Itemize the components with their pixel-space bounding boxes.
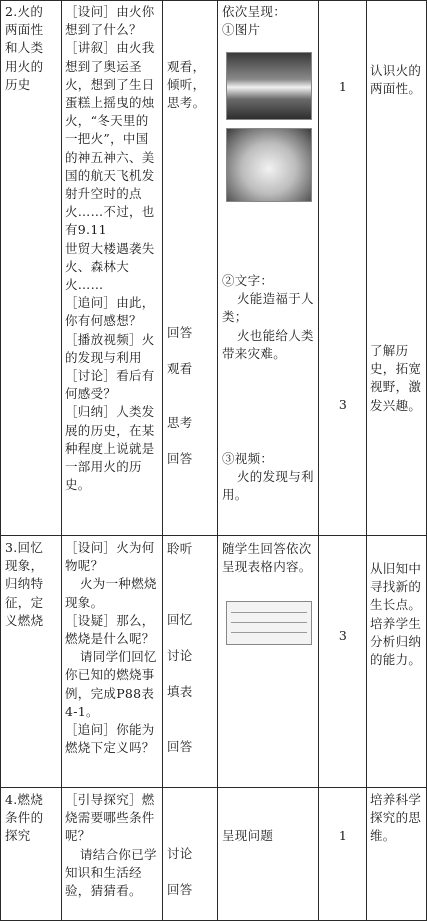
activity-paragraph: ［追问］由此，你有何感想？ <box>65 295 155 329</box>
section-line: 两面性 <box>5 22 44 38</box>
col-divider-2 <box>162 0 163 921</box>
hours-value: 1 <box>338 79 348 94</box>
activity-paragraph: ［追问］你能为燃烧下定义吗？ <box>65 722 155 756</box>
fire-photo <box>226 52 312 120</box>
section-line: 归纳特 <box>5 576 44 592</box>
activities-cell <box>65 791 159 900</box>
col-divider-5 <box>366 0 367 921</box>
media-line: 依次呈现： <box>222 4 287 19</box>
intent-text: 了解历史，拓宽视野，激发兴趣。 <box>370 343 422 413</box>
activity-paragraph: ［播放视频］火的发现与利用 <box>65 331 155 365</box>
student-line: 讨论 <box>167 846 193 861</box>
table-border-top <box>0 0 427 1</box>
table-photo <box>226 601 312 645</box>
activity-paragraph: 世贸大楼遇袭失火、森林大火…… <box>65 240 155 293</box>
student-line: 讨论 <box>167 648 193 663</box>
student-line: 思考。 <box>167 95 206 111</box>
section-line: 历史 <box>5 76 31 92</box>
intent-text: 从旧知中寻找新的生长点。培养学生分析归纳的能力。 <box>370 561 422 668</box>
section-line: 用火的 <box>5 58 44 74</box>
media-line: 随学生回答依次呈现表格内容。 <box>222 541 312 575</box>
activity-paragraph: ［讲叙］由火我想到了奥运圣火，想到了生日蛋糕上摇曳的烛火，“冬天里的一把火”，中国的神五神六、美国的航天飞机发射升空时的点火……不过，也有9.11 <box>65 40 155 238</box>
activity-paragraph: ［设问］火为何物呢？ <box>65 540 155 574</box>
row-divider-2 <box>0 787 427 788</box>
table-border-left <box>0 0 1 921</box>
intent-text: 培养科学探究的思维。 <box>370 792 422 844</box>
hours-value: 1 <box>338 828 348 843</box>
student-line: 观看 <box>167 361 193 376</box>
media-line: 火能造福于人类； <box>222 291 314 325</box>
row-divider-1 <box>0 535 427 536</box>
media-line: ①图片 <box>222 22 261 38</box>
media-line: ②文字： <box>222 273 274 288</box>
table-line <box>231 622 307 623</box>
section-line: 条件的 <box>5 810 44 826</box>
media-line: 呈现问题 <box>222 828 274 843</box>
media-cell <box>222 3 316 39</box>
media-cell <box>222 272 316 363</box>
section-line: 义燃烧 <box>5 612 44 628</box>
hours-value: 3 <box>338 628 348 643</box>
table-line <box>231 612 307 613</box>
table-line <box>231 632 307 633</box>
section-line: 现象， <box>5 558 44 574</box>
section-line: 和人类 <box>5 40 44 56</box>
student-line: 观看， <box>167 59 206 74</box>
media-cell <box>222 450 316 505</box>
student-line: 填表 <box>167 684 193 699</box>
col-divider-4 <box>318 0 319 921</box>
media-line: ③视频： <box>222 451 274 466</box>
student-line: 思考 <box>167 415 193 430</box>
activity-paragraph: ［设问］由火你想到了什么？ <box>65 4 155 38</box>
student-line: 聆听 <box>167 541 193 556</box>
activities-cell <box>65 3 159 494</box>
student-line: 回答 <box>167 325 193 340</box>
smoke-photo <box>226 128 312 202</box>
student-line: 回答 <box>167 451 193 466</box>
section-line: 探究 <box>5 828 31 844</box>
col-divider-3 <box>217 0 218 921</box>
section-line: 2.火的 <box>5 4 44 19</box>
activity-paragraph: ［讨论］看后有何感受？ <box>65 368 155 402</box>
student-line: 回忆 <box>167 612 193 627</box>
activity-paragraph: 请结合你已学知识和生活经验，猜猜看。 <box>65 846 157 899</box>
section-cell <box>5 539 60 630</box>
student-line: 回答 <box>167 882 193 897</box>
media-line: 火的发现与利用。 <box>222 469 314 503</box>
section-cell <box>5 791 60 846</box>
activity-paragraph: 请同学们回忆你已知的燃烧事例，完成P88表4-1。 <box>65 649 157 719</box>
activity-paragraph: ［引导探究］燃烧需要哪些条件呢？ <box>65 792 155 844</box>
student-line: 回答 <box>167 739 193 754</box>
activity-paragraph: 火为一种燃烧现象。 <box>65 576 157 610</box>
hours-value: 3 <box>338 397 348 412</box>
student-cell <box>167 58 215 113</box>
student-line: 倾听， <box>167 77 206 93</box>
activity-paragraph: ［设疑］那么，燃烧是什么呢？ <box>65 612 155 647</box>
section-cell <box>5 3 60 94</box>
intent-text: 认识火的两面性。 <box>370 63 422 97</box>
section-line: 4.燃烧 <box>5 792 44 807</box>
activities-cell <box>65 539 159 757</box>
activity-paragraph: ［归纳］人类发展的历史，在某种程度上说就是一部用火的历史。 <box>65 404 155 493</box>
section-line: 征，定 <box>5 594 44 610</box>
col-divider-1 <box>61 0 62 921</box>
section-line: 3.回忆 <box>5 540 44 555</box>
media-line: 火也能给人类带来灾难。 <box>222 327 314 361</box>
